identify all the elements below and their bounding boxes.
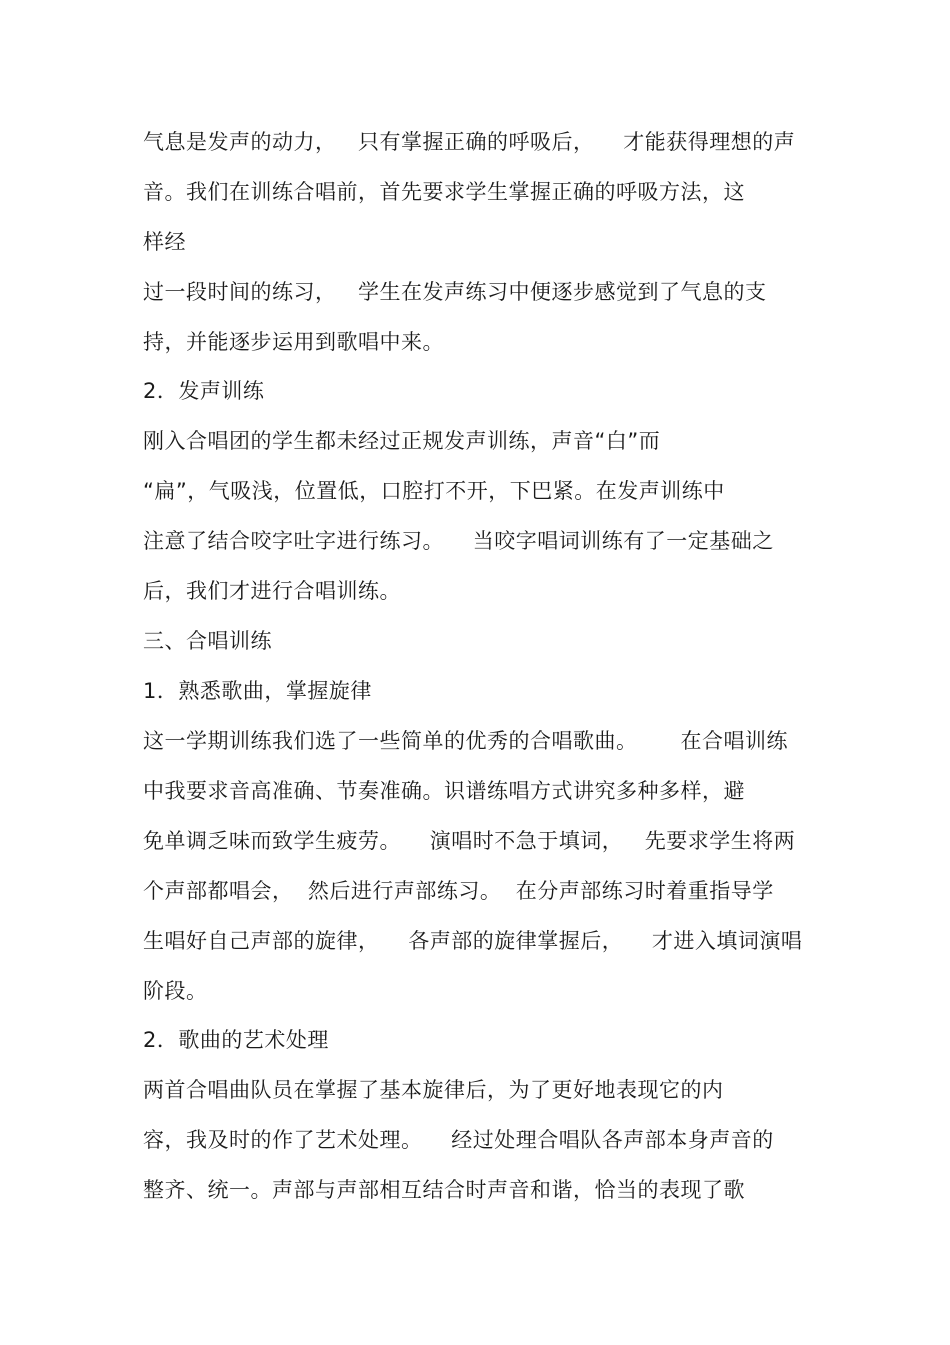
text-line: 后，我们才进行合唱训练。: [143, 579, 401, 603]
text-line: 持，并能逐步运用到歌唱中来。: [143, 330, 444, 354]
text-line: 两首合唱曲队员在掌握了基本旋律后，为了更好地表现它的内: [143, 1078, 724, 1102]
text-line: 音。我们在训练合唱前，首先要求学生掌握正确的呼吸方法，这: [143, 180, 745, 204]
text-line: 整齐、统一。声部与声部相互结合时声音和谐，恰当的表现了歌: [143, 1178, 745, 1202]
text-line: 注意了结合咬字吐字进行练习。 当咬字唱词训练有了一定基础之: [143, 529, 774, 553]
section-heading: 2．发声训练: [143, 379, 265, 403]
text-line: 气息是发声的动力， 只有掌握正确的呼吸后， 才能获得理想的声: [143, 130, 796, 154]
text-line: 容，我及时的作了艺术处理。 经过处理合唱队各声部本身声音的: [143, 1128, 774, 1152]
section-heading: 2．歌曲的艺术处理: [143, 1028, 329, 1052]
text-line: 过一段时间的练习， 学生在发声练习中便逐步感觉到了气息的支: [143, 280, 767, 304]
text-line: 样经: [143, 230, 186, 254]
text-line: 阶段。: [143, 979, 208, 1003]
text-line: “扁”，气吸浅，位置低，口腔打不开，下巴紧。在发声训练中: [143, 479, 725, 503]
text-line: 生唱好自己声部的旋律， 各声部的旋律掌握后， 才进入填词演唱: [143, 929, 803, 953]
section-heading: 1．熟悉歌曲，掌握旋律: [143, 679, 372, 703]
text-line: 免单调乏味而致学生疲劳。 演唱时不急于填词， 先要求学生将两: [143, 829, 796, 853]
text-line: 个声部都唱会， 然后进行声部练习。 在分声部练习时着重指导学: [143, 879, 774, 903]
text-line: 这一学期训练我们选了一些简单的优秀的合唱歌曲。 在合唱训练: [143, 729, 789, 753]
text-line: 刚入合唱团的学生都未经过正规发声训练，声音“白”而: [143, 429, 661, 453]
text-line: 中我要求音高准确、节奏准确。识谱练唱方式讲究多种多样，避: [143, 779, 745, 803]
section-heading: 三、合唱训练: [143, 629, 272, 653]
